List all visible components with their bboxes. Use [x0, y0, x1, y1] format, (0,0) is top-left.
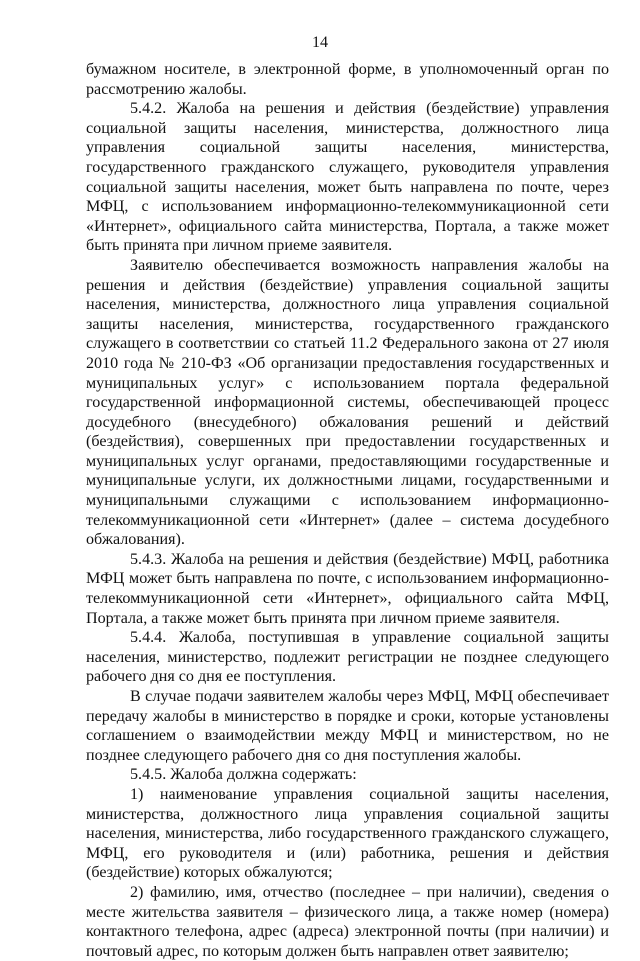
list-item-2: 2) фамилию, имя, отчество (последнее – при наличии), сведения о месте жительства заявителя – физического лица, а также номер (номера) контактного телефона, адрес (адреса) электронной почты (при наличии) и почтовый адрес, по которым должен быть направлен ответ заявителю;	[86, 883, 609, 960]
paragraph-pretrial-appeal-system: Заявителю обеспечивается возможность направления жалобы на решения и действия (бездействие) управления социальной защиты населения, министерства, должностного лица управления социальной защиты населения, министерства, государственного гражданского служащего в соответствии со статьей 11.2 Федерального закона от 27 июля 2010 года № 210-ФЗ «Об организации предоставления государственных и муниципальных услуг» с использованием портала федеральной государственной информационной системы, обеспечивающей процесс досудебного (внесудебного) обжалования решений и действий (бездействия), совершенных при предоставлении государственных и муниципальных услуг органами, предоставляющими государственные и муниципальные услуги, их должностными лицами, государственными и муниципальными служащими с использованием информационно-телекоммуникационной сети «Интернет» (далее – система досудебного обжалования).	[86, 256, 609, 549]
paragraph-continuation: бумажном носителе, в электронной форме, в уполномоченный орган по рассмотрению жалобы.	[86, 61, 609, 98]
document-body	[86, 60, 609, 961]
list-item-1: 1) наименование управления социальной защиты населения, министерства, должностного лица управления социальной защиты населения, министерства, либо государственного гражданского служащего, МФЦ, его руководителя и (или) работника, решения и действия (бездействие) которых обжалуются;	[86, 785, 609, 882]
page-number: 14	[311, 34, 329, 51]
paragraph-mfc-transfer: В случае подачи заявителем жалобы через МФЦ, МФЦ обеспечивает передачу жалобы в министерство в порядке и сроки, которые установлены соглашением о взаимодействии между МФЦ и министерством, но не позднее следующего рабочего дня со дня поступления жалобы.	[86, 688, 609, 764]
paragraph-5-4-3: 5.4.3. Жалоба на решения и действия (бездействие) МФЦ, работника МФЦ может быть направлена по почте, с использованием информационно-телекоммуникационной сети «Интернет», официального сайта МФЦ, Портала, а также может быть принята при личном приеме заявителя.	[86, 550, 609, 627]
paragraph-5-4-4: 5.4.4. Жалоба, поступившая в управление социальной защиты населения, министерство, подлежит регистрации не позднее следующего рабочего дня со дня ее поступления.	[86, 629, 609, 686]
paragraph-5-4-2: 5.4.2. Жалоба на решения и действия (бездействие) управления социальной защиты населения, министерства, должностного лица управления социальной защиты населения, министерства, государственного гражданского служащего, руководителя управления социальной защиты населения, может быть направлена по почте, через МФЦ, с использованием информационно-телекоммуникационной сети «Интернет», официального сайта министерства, Портала, а также может быть принята при личном приеме заявителя.	[86, 100, 609, 255]
paragraph-5-4-5: 5.4.5. Жалоба должна содержать:	[130, 766, 357, 784]
